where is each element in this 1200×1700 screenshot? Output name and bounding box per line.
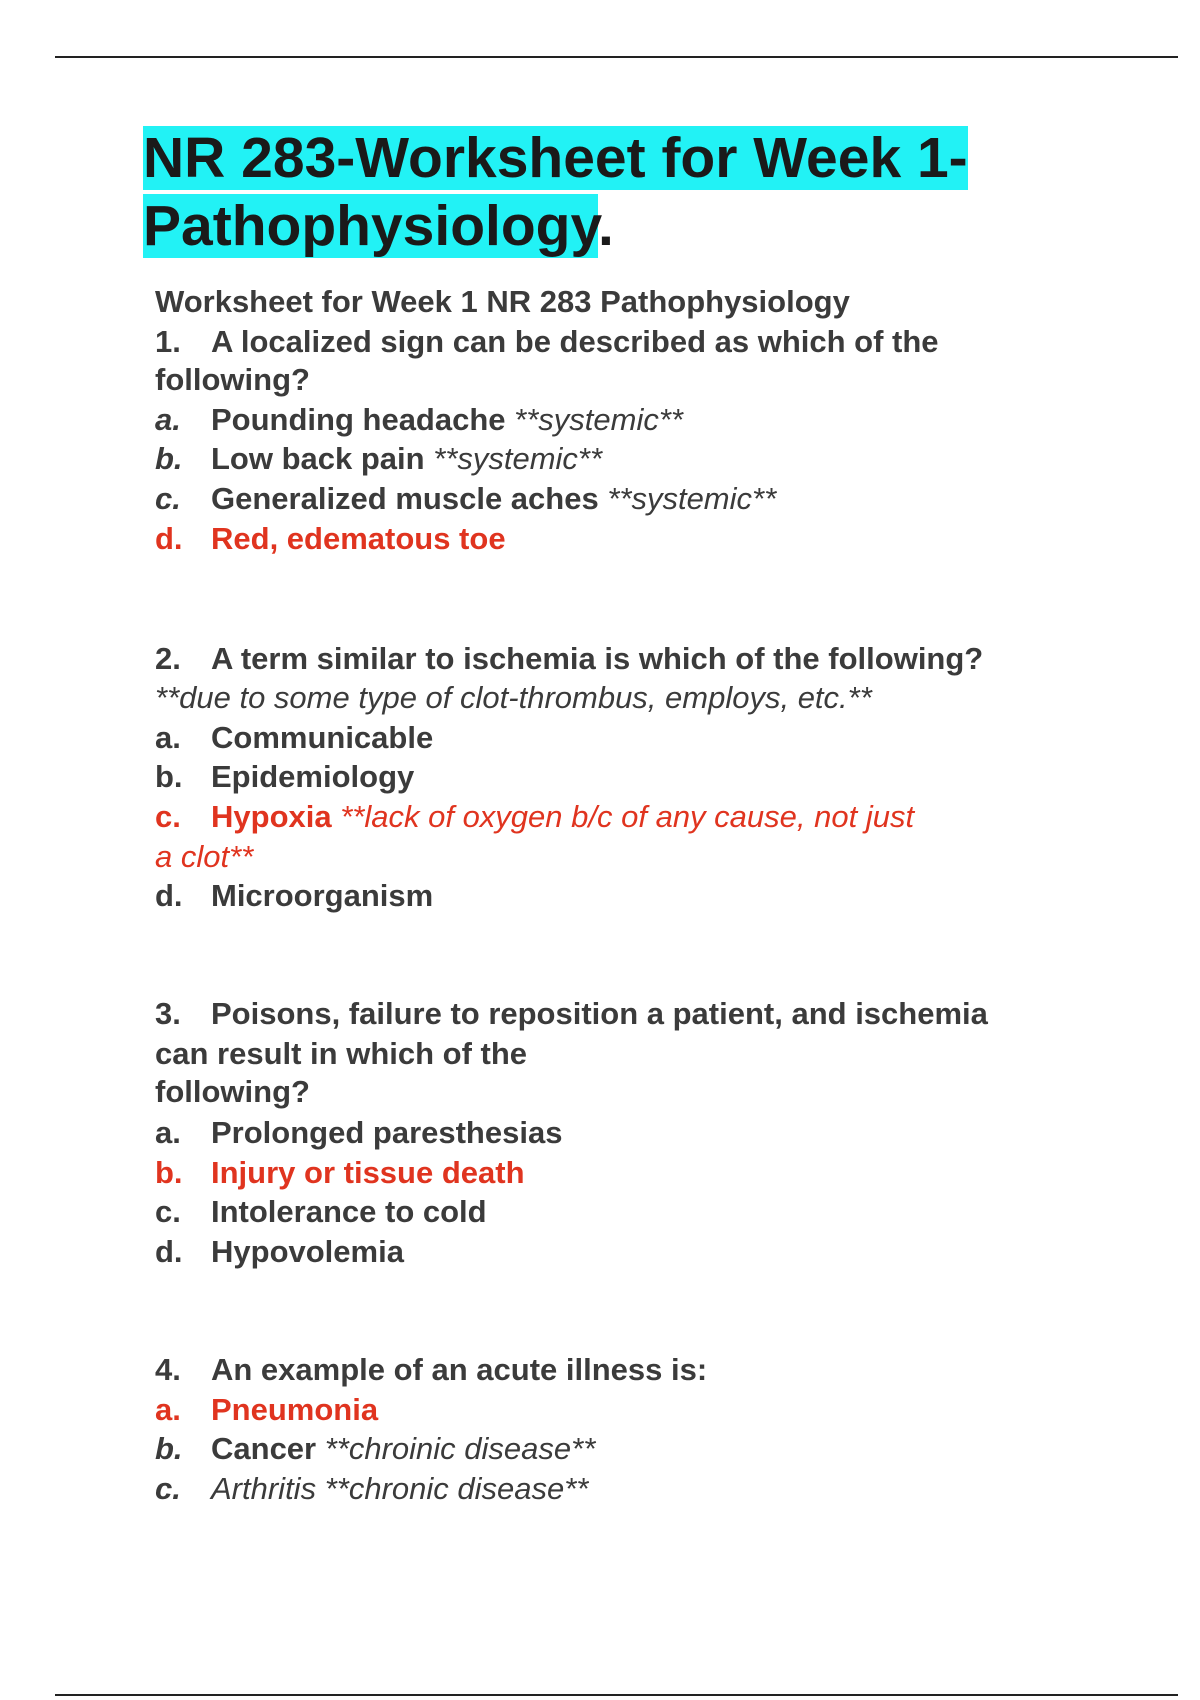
question-number: 1. [155,324,181,359]
question-number: 4. [155,1352,181,1387]
question-2-stem: 2. A term similar to ischemia is which of the following? [155,641,984,676]
question-number: 2. [155,641,181,676]
option-1a: a. Pounding headache **systemic** [155,402,683,437]
option-2d: d. Microorganism [155,878,434,913]
option-2c-note-cont: a clot** [155,839,254,874]
question-3-stem-cont-2: following? [155,1074,310,1109]
title-line-1: NR 283-Worksheet for Week 1- [143,126,968,190]
question-2-note: **due to some type of clot-thrombus, employs, etc.** [155,680,872,715]
worksheet-subtitle: Worksheet for Week 1 NR 283 Pathophysiology [155,284,850,319]
option-4a-correct: a. Pneumonia [155,1392,379,1427]
option-1d-correct: d. Red, edematous toe [155,521,506,556]
option-4b: b. Cancer **chroinic disease** [155,1431,596,1466]
bottom-rule [55,1694,1178,1696]
title-period: . [597,194,614,258]
option-4c: c. Arthritis **chronic disease** [155,1471,589,1506]
question-3-stem-cont: can result in which of the [155,1036,528,1071]
question-1-stem-cont: following? [155,362,310,397]
option-3c: c. Intolerance to cold [155,1194,487,1229]
question-3-stem: 3. Poisons, failure to reposition a patient, and ischemia [155,996,988,1031]
option-2c-correct: c. Hypoxia **lack of oxygen b/c of any cause, not just [155,799,915,834]
question-1-stem: 1. A localized sign can be described as which of the [155,324,939,359]
option-3d: d. Hypovolemia [155,1234,404,1269]
title-line-2: Pathophysiology [143,194,598,258]
option-2a: a. Communicable [155,720,434,755]
option-2b: b. Epidemiology [155,759,415,794]
top-rule [55,56,1178,58]
option-3b-correct: b. Injury or tissue death [155,1155,525,1190]
page-title [143,124,968,260]
question-4-stem: 4. An example of an acute illness is: [155,1352,708,1387]
question-number: 3. [155,996,181,1031]
option-1c: c. Generalized muscle aches **systemic** [155,481,777,516]
option-3a: a. Prolonged paresthesias [155,1115,563,1150]
option-1b: b. Low back pain **systemic** [155,441,603,476]
